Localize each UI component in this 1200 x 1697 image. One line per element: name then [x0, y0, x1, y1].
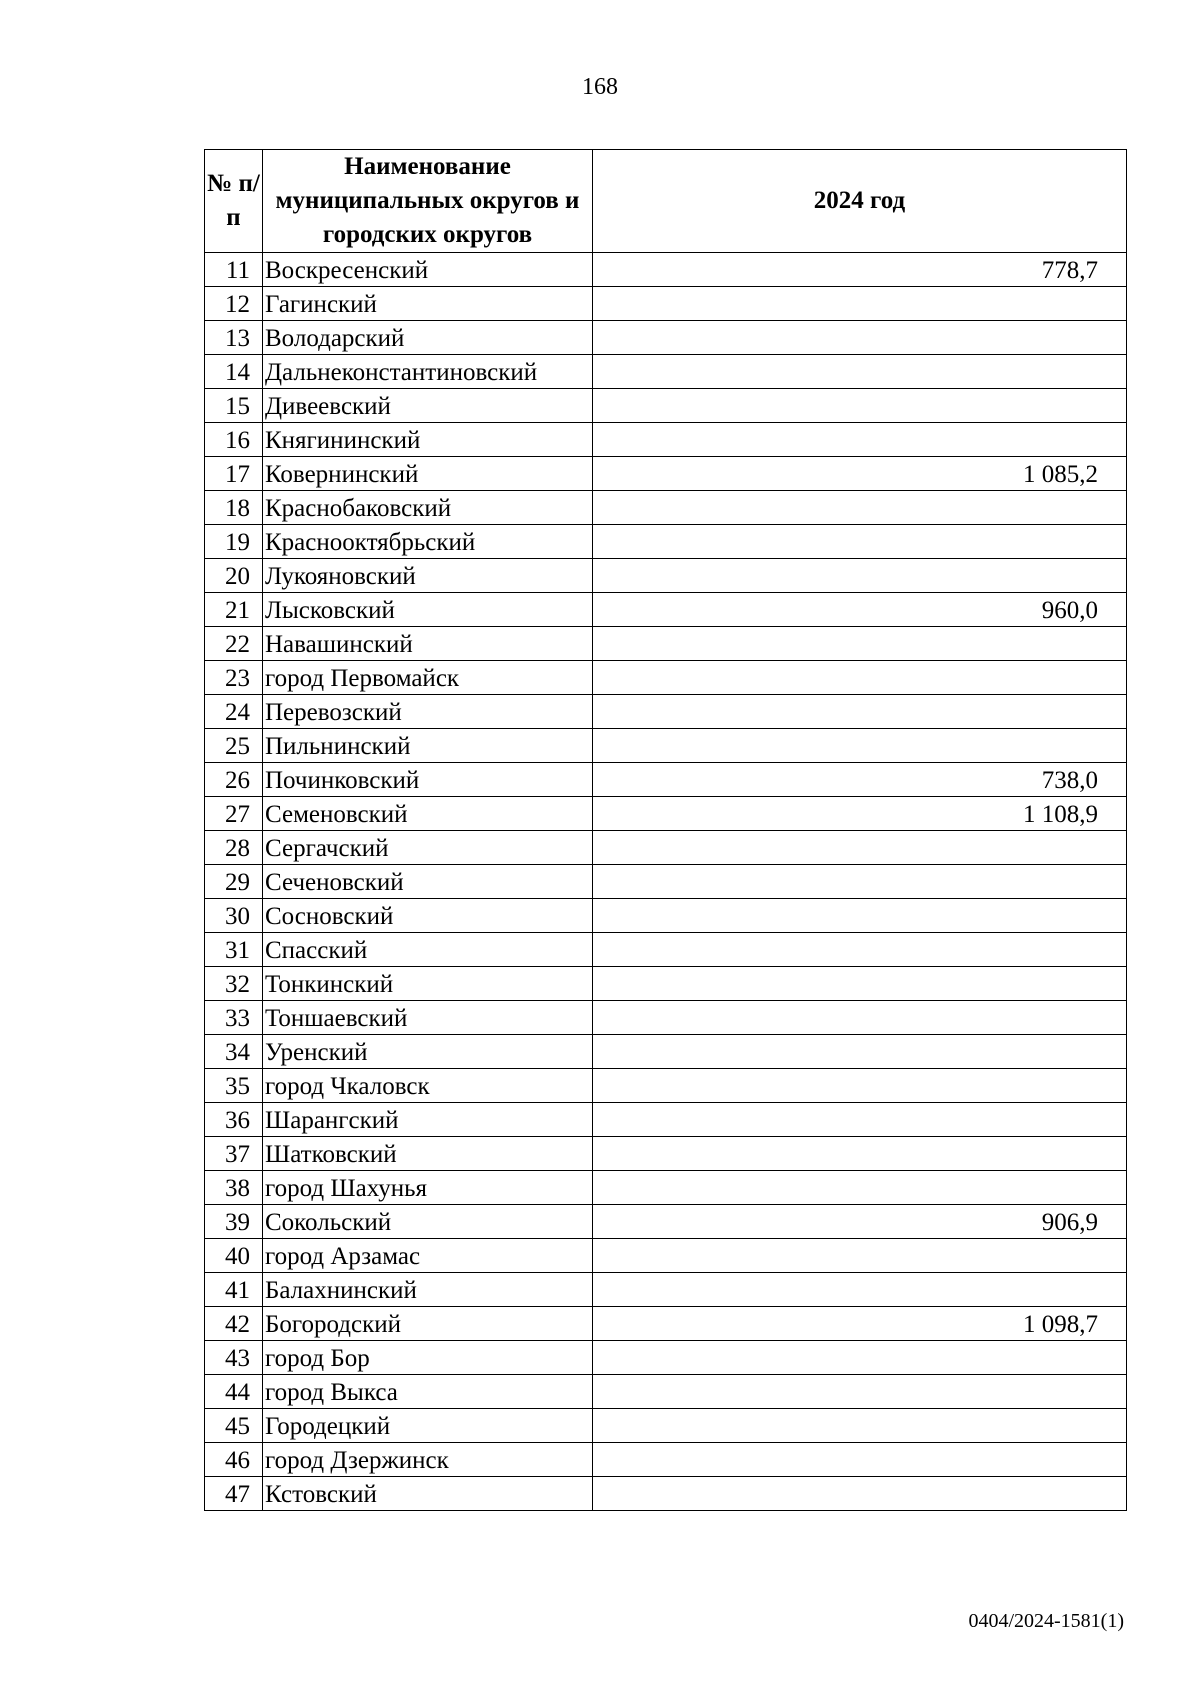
row-number: 28 — [205, 831, 263, 865]
district-name: Починковский — [263, 763, 593, 797]
value-2024 — [593, 1409, 1127, 1443]
row-number: 14 — [205, 355, 263, 389]
table-row — [205, 1273, 1127, 1307]
district-name: Городецкий — [263, 1409, 593, 1443]
district-name: Гагинский — [263, 287, 593, 321]
table-row — [205, 899, 1127, 933]
table-row — [205, 1307, 1127, 1341]
value-2024 — [593, 1035, 1127, 1069]
district-name: Сергачский — [263, 831, 593, 865]
row-number: 47 — [205, 1477, 263, 1511]
district-name: Воскресенский — [263, 253, 593, 287]
district-name: Дальнеконстантиновский — [263, 355, 593, 389]
table-row — [205, 1205, 1127, 1239]
row-number: 45 — [205, 1409, 263, 1443]
district-name: Богородский — [263, 1307, 593, 1341]
row-number: 22 — [205, 627, 263, 661]
value-2024 — [593, 729, 1127, 763]
table-row — [205, 933, 1127, 967]
table-row — [205, 1443, 1127, 1477]
row-number: 25 — [205, 729, 263, 763]
row-number: 39 — [205, 1205, 263, 1239]
table-row — [205, 865, 1127, 899]
row-number: 41 — [205, 1273, 263, 1307]
row-number: 29 — [205, 865, 263, 899]
row-number: 16 — [205, 423, 263, 457]
row-number: 17 — [205, 457, 263, 491]
table-row — [205, 1239, 1127, 1273]
value-2024: 960,0 — [593, 593, 1127, 627]
table-row — [205, 1409, 1127, 1443]
district-name: Уренский — [263, 1035, 593, 1069]
value-2024 — [593, 355, 1127, 389]
table-row — [205, 1069, 1127, 1103]
data-table — [204, 149, 1127, 1511]
value-2024 — [593, 287, 1127, 321]
table-row — [205, 321, 1127, 355]
district-name: Сеченовский — [263, 865, 593, 899]
table-row — [205, 1001, 1127, 1035]
row-number: 21 — [205, 593, 263, 627]
row-number: 24 — [205, 695, 263, 729]
value-2024 — [593, 865, 1127, 899]
value-2024: 778,7 — [593, 253, 1127, 287]
row-number: 18 — [205, 491, 263, 525]
district-name: город Выкса — [263, 1375, 593, 1409]
table-row — [205, 1477, 1127, 1511]
table-row — [205, 1035, 1127, 1069]
district-name: Сокольский — [263, 1205, 593, 1239]
table-row — [205, 355, 1127, 389]
row-number: 32 — [205, 967, 263, 1001]
value-2024 — [593, 967, 1127, 1001]
district-name: Княгининский — [263, 423, 593, 457]
district-name: Сосновский — [263, 899, 593, 933]
value-2024 — [593, 1069, 1127, 1103]
district-name: Пильнинский — [263, 729, 593, 763]
district-name: Лысковский — [263, 593, 593, 627]
table-row — [205, 1137, 1127, 1171]
value-2024 — [593, 695, 1127, 729]
district-name: Тоншаевский — [263, 1001, 593, 1035]
row-number: 46 — [205, 1443, 263, 1477]
value-2024: 1 108,9 — [593, 797, 1127, 831]
value-2024: 738,0 — [593, 763, 1127, 797]
value-2024 — [593, 491, 1127, 525]
row-number: 34 — [205, 1035, 263, 1069]
row-number: 43 — [205, 1341, 263, 1375]
district-name: город Чкаловск — [263, 1069, 593, 1103]
district-name: Шатковский — [263, 1137, 593, 1171]
table-row — [205, 1103, 1127, 1137]
table-row — [205, 1171, 1127, 1205]
table-row — [205, 729, 1127, 763]
header-value: 2024 год — [593, 150, 1127, 253]
value-2024: 906,9 — [593, 1205, 1127, 1239]
row-number: 26 — [205, 763, 263, 797]
value-2024 — [593, 1239, 1127, 1273]
value-2024 — [593, 423, 1127, 457]
district-name: Лукояновский — [263, 559, 593, 593]
table-row — [205, 831, 1127, 865]
value-2024 — [593, 831, 1127, 865]
district-name: Краснооктябрьский — [263, 525, 593, 559]
district-name: Дивеевский — [263, 389, 593, 423]
district-name: Балахнинский — [263, 1273, 593, 1307]
table-row — [205, 967, 1127, 1001]
district-name: Спасский — [263, 933, 593, 967]
value-2024 — [593, 559, 1127, 593]
row-number: 44 — [205, 1375, 263, 1409]
row-number: 36 — [205, 1103, 263, 1137]
document-code: 0404/2024-1581(1) — [968, 1610, 1124, 1632]
row-number: 31 — [205, 933, 263, 967]
value-2024 — [593, 627, 1127, 661]
value-2024 — [593, 933, 1127, 967]
row-number: 33 — [205, 1001, 263, 1035]
value-2024 — [593, 1001, 1127, 1035]
row-number: 30 — [205, 899, 263, 933]
row-number: 38 — [205, 1171, 263, 1205]
district-name: Кстовский — [263, 1477, 593, 1511]
value-2024 — [593, 1171, 1127, 1205]
district-name: Перевозский — [263, 695, 593, 729]
district-name: Семеновский — [263, 797, 593, 831]
value-2024 — [593, 1341, 1127, 1375]
district-name: город Дзержинск — [263, 1443, 593, 1477]
value-2024 — [593, 899, 1127, 933]
value-2024 — [593, 389, 1127, 423]
table-row — [205, 695, 1127, 729]
district-name: город Шахунья — [263, 1171, 593, 1205]
row-number: 27 — [205, 797, 263, 831]
table-row — [205, 1341, 1127, 1375]
value-2024 — [593, 1375, 1127, 1409]
district-name: Володарский — [263, 321, 593, 355]
value-2024 — [593, 1103, 1127, 1137]
value-2024: 1 085,2 — [593, 457, 1127, 491]
table-row — [205, 763, 1127, 797]
district-name: город Арзамас — [263, 1239, 593, 1273]
table-row — [205, 627, 1127, 661]
table-row — [205, 457, 1127, 491]
table-row — [205, 253, 1127, 287]
table-row — [205, 797, 1127, 831]
value-2024 — [593, 661, 1127, 695]
value-2024 — [593, 1443, 1127, 1477]
district-name: Шарангский — [263, 1103, 593, 1137]
table-row — [205, 525, 1127, 559]
row-number: 35 — [205, 1069, 263, 1103]
row-number: 12 — [205, 287, 263, 321]
header-number: № п/п — [205, 150, 263, 253]
district-name: Навашинский — [263, 627, 593, 661]
row-number: 40 — [205, 1239, 263, 1273]
value-2024 — [593, 321, 1127, 355]
value-2024 — [593, 1477, 1127, 1511]
table-row — [205, 559, 1127, 593]
table-row — [205, 389, 1127, 423]
table-body — [205, 253, 1127, 1511]
table-header-row — [205, 150, 1127, 253]
row-number: 23 — [205, 661, 263, 695]
value-2024 — [593, 1273, 1127, 1307]
district-name: город Первомайск — [263, 661, 593, 695]
row-number: 11 — [205, 253, 263, 287]
table-row — [205, 661, 1127, 695]
district-name: Ковернинский — [263, 457, 593, 491]
district-name: Тонкинский — [263, 967, 593, 1001]
row-number: 19 — [205, 525, 263, 559]
row-number: 20 — [205, 559, 263, 593]
row-number: 15 — [205, 389, 263, 423]
table-row — [205, 593, 1127, 627]
value-2024 — [593, 1137, 1127, 1171]
table-row — [205, 1375, 1127, 1409]
row-number: 42 — [205, 1307, 263, 1341]
header-name: Наименование муниципальных округов и городских округов — [263, 150, 593, 253]
table-row — [205, 287, 1127, 321]
row-number: 13 — [205, 321, 263, 355]
table-row — [205, 491, 1127, 525]
row-number: 37 — [205, 1137, 263, 1171]
table-row — [205, 423, 1127, 457]
page-number: 168 — [582, 74, 618, 100]
district-name: Краснобаковский — [263, 491, 593, 525]
value-2024 — [593, 525, 1127, 559]
district-name: город Бор — [263, 1341, 593, 1375]
value-2024: 1 098,7 — [593, 1307, 1127, 1341]
